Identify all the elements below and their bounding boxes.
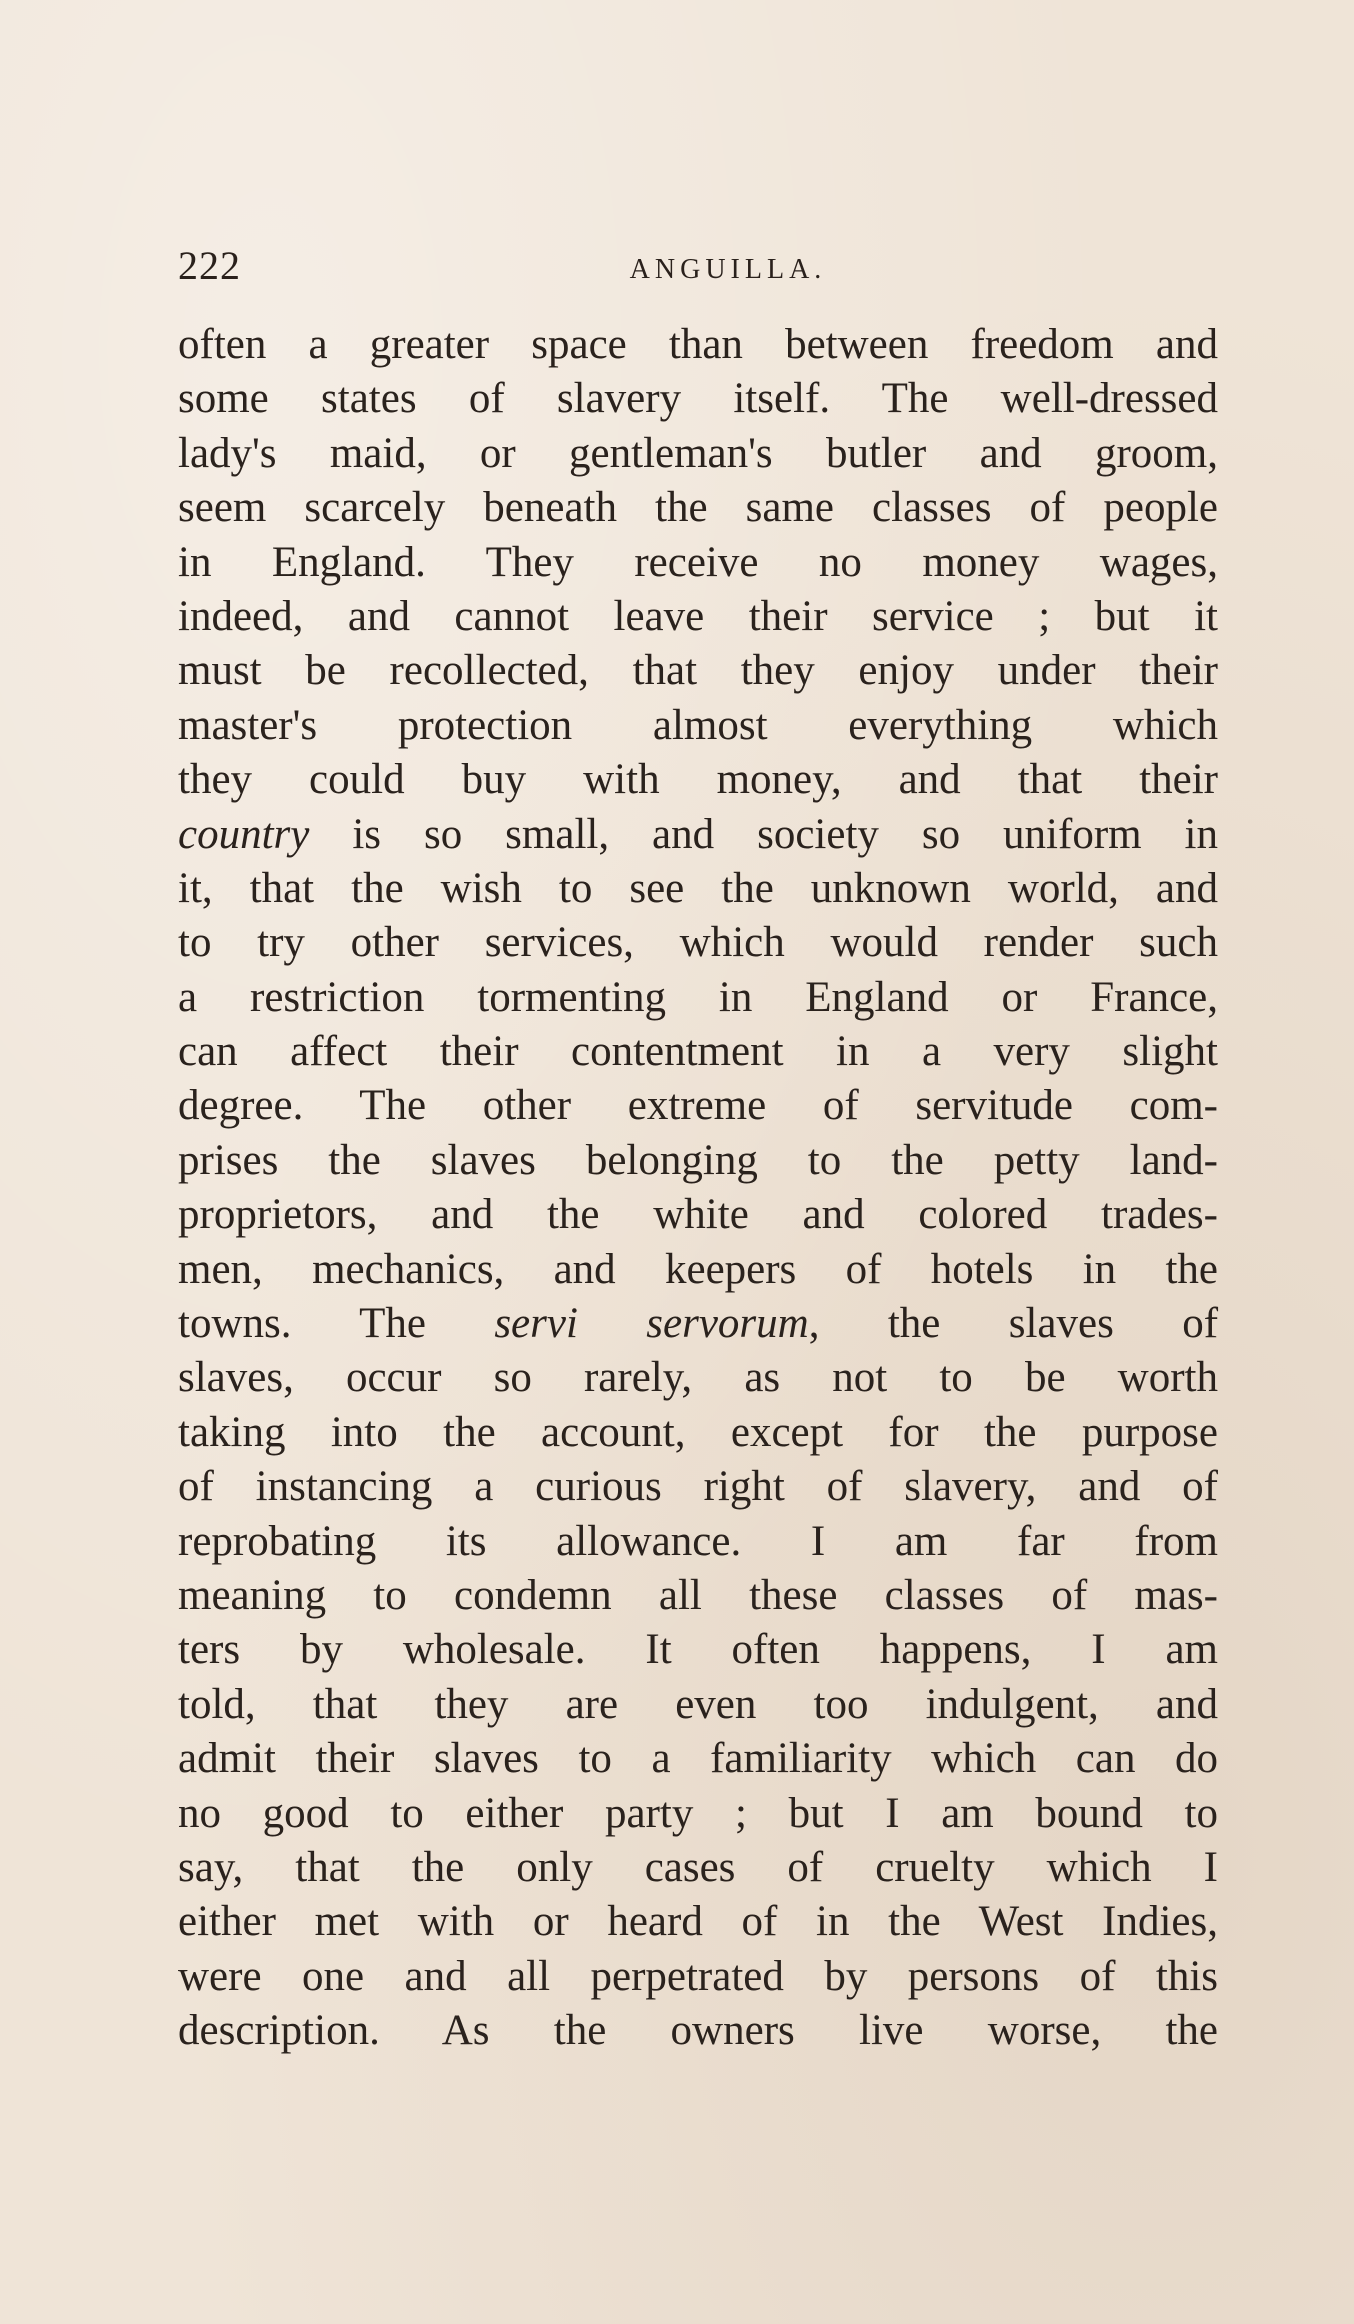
text-line: it, that the wish to see the unknown world, and — [178, 864, 1218, 912]
text-line: master's protection almost everything which — [178, 701, 1218, 749]
text-line: taking into the account, except for the purpose — [178, 1408, 1218, 1456]
running-title: ANGUILLA. — [629, 254, 827, 285]
text-line: indeed, and cannot leave their service ; but it — [178, 592, 1218, 640]
text-line: lady's maid, or gentleman's butler and groom, — [178, 429, 1218, 477]
text-line: men, mechanics, and keepers of hotels in the — [178, 1245, 1218, 1293]
running-head — [178, 242, 1218, 292]
text-line: some states of slavery itself. The well-dressed — [178, 375, 1218, 423]
text-line-tail: is so small, and society so uniform in — [352, 810, 1219, 858]
text-line: say, that the only cases of cruelty which I — [178, 1843, 1218, 1891]
text-line: in England. They receive no money wages, — [178, 538, 1218, 586]
text-line-head: towns. The — [178, 1300, 426, 1348]
text-line: proprietors, and the white and colored trades- — [178, 1191, 1218, 1239]
text-line-servi — [178, 1297, 1218, 1351]
page-number: 222 — [178, 243, 241, 288]
text-line: seem scarcely beneath the same classes of people — [178, 484, 1218, 532]
body-text — [178, 318, 1218, 2059]
text-line: description. As the owners live worse, the — [178, 2007, 1218, 2055]
text-line: were one and all perpetrated by persons of this — [178, 1952, 1218, 2000]
text-line: admit their slaves to a familiarity which can do — [178, 1735, 1218, 1783]
text-line-country — [178, 808, 1218, 862]
text-line: prises the slaves belonging to the petty land- — [178, 1136, 1218, 1184]
text-line: they could buy with money, and that their — [178, 756, 1218, 804]
text-line: meaning to condemn all these classes of mas- — [178, 1571, 1218, 1619]
text-line: must be recollected, that they enjoy under their — [178, 647, 1218, 695]
text-line: no good to either party ; but I am bound to — [178, 1789, 1218, 1837]
text-line-tail: , the slaves of — [808, 1300, 1219, 1348]
text-line: can affect their contentment in a very slight — [178, 1028, 1218, 1076]
italic-country: country — [178, 810, 310, 858]
text-line: of instancing a curious right of slavery, and of — [178, 1463, 1218, 1511]
text-line: often a greater space than between freedom and — [178, 321, 1218, 368]
text-line: ters by wholesale. It often happens, I am — [178, 1626, 1218, 1674]
text-line: degree. The other extreme of servitude com- — [178, 1082, 1218, 1130]
text-line: either met with or heard of in the West Indies, — [178, 1898, 1218, 1946]
italic-servi-servorum: servi servorum — [494, 1300, 809, 1348]
text-line: slaves, occur so rarely, as not to be worth — [178, 1354, 1218, 1402]
text-line: reprobating its allowance. I am far from — [178, 1517, 1218, 1565]
text-line: a restriction tormenting in England or France, — [178, 973, 1218, 1021]
text-line: to try other services, which would render such — [178, 919, 1218, 967]
text-line: told, that they are even too indulgent, and — [178, 1680, 1218, 1728]
